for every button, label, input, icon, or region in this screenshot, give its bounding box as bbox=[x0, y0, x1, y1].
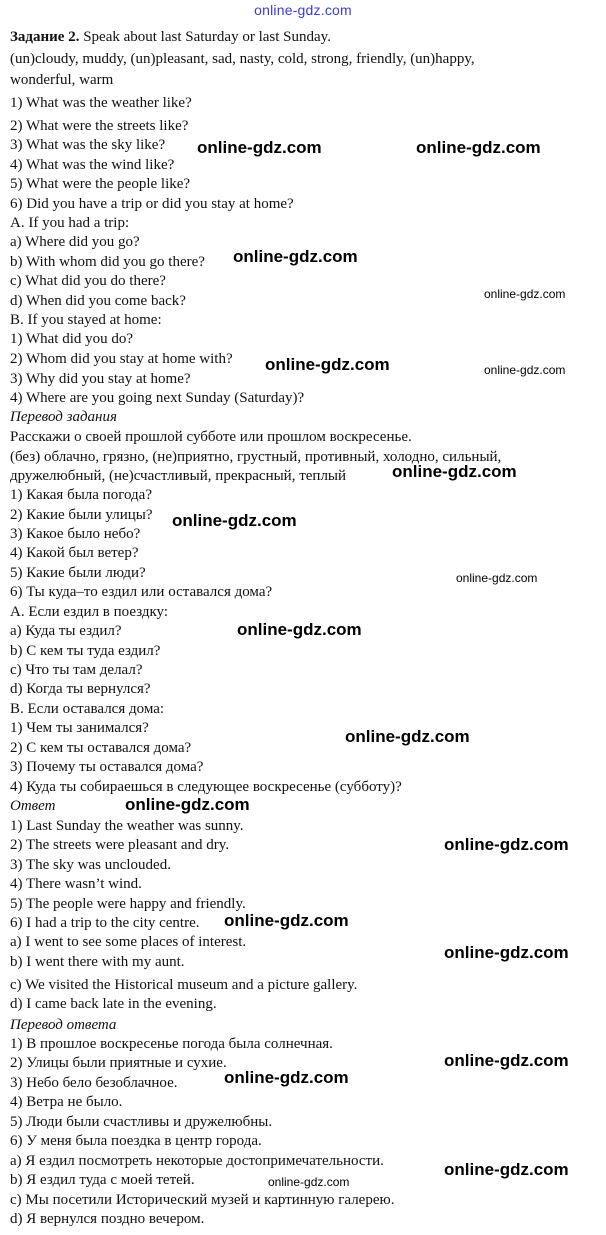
task-vocab-line-1: (un)cloudy, muddy, (un)pleasant, sad, nasty, cold, strong, friendly, (un)happy, bbox=[10, 51, 475, 67]
watermark: online-gdz.com bbox=[224, 1068, 349, 1087]
task-translation-line: d) Когда ты вернулся? bbox=[10, 681, 151, 697]
answer-translation-heading: Перевод ответа bbox=[10, 1017, 117, 1033]
task-translation-line: 2) С кем ты оставался дома? bbox=[10, 740, 192, 756]
task-translation-line: b) С кем ты туда ездил? bbox=[10, 643, 161, 659]
watermark: online-gdz.com bbox=[224, 911, 349, 930]
task-translation-line: B. Если оставался дома: bbox=[10, 701, 165, 717]
watermark: online-gdz.com bbox=[456, 571, 538, 585]
task-label: Задание 2. bbox=[10, 29, 80, 45]
watermark: online-gdz.com bbox=[265, 355, 390, 374]
task-translation-line: Расскажи о своей прошлой субботе или прошлом воскресенье. bbox=[10, 429, 412, 445]
answer-line: 5) The people were happy and friendly. bbox=[10, 896, 246, 912]
task-translation-line: 1) Какая была погода? bbox=[10, 487, 153, 503]
task-translation-heading: Перевод задания bbox=[10, 409, 117, 425]
task-translation-line: 1) Чем ты занимался? bbox=[10, 720, 149, 736]
task-question: 2) Whom did you stay at home with? bbox=[10, 351, 233, 367]
answer-line: d) I came back late in the evening. bbox=[10, 996, 217, 1012]
task-translation-line: c) Что ты там делал? bbox=[10, 662, 143, 678]
task-question: 3) What was the sky like? bbox=[10, 137, 166, 153]
task-question: B. If you stayed at home: bbox=[10, 312, 162, 328]
task-question: d) When did you come back? bbox=[10, 293, 186, 309]
task-question: c) What did you do there? bbox=[10, 273, 166, 289]
answer-line: 3) The sky was unclouded. bbox=[10, 857, 171, 873]
answer-translation-line: 6) У меня была поездка в центр города. bbox=[10, 1133, 262, 1149]
answer-translation-line: d) Я вернулся поздно вечером. bbox=[10, 1211, 205, 1227]
answer-translation-line: c) Мы посетили Исторический музей и картинную галерею. bbox=[10, 1192, 395, 1208]
answer-translation-line: 3) Небо бело безоблачное. bbox=[10, 1075, 178, 1091]
answer-line: 2) The streets were pleasant and dry. bbox=[10, 837, 230, 853]
task-question: 6) Did you have a trip or did you stay at home? bbox=[10, 196, 294, 212]
task-translation-line: 4) Куда ты собираешься в следующее воскресенье (субботу)? bbox=[10, 779, 402, 795]
watermark: online-gdz.com bbox=[416, 138, 541, 157]
answer-translation-line: 2) Улицы были приятные и сухие. bbox=[10, 1055, 227, 1071]
answer-line: b) I went there with my aunt. bbox=[10, 954, 185, 970]
task-question: 2) What were the streets like? bbox=[10, 118, 189, 134]
watermark: online-gdz.com bbox=[172, 511, 297, 530]
answer-translation-line: 4) Ветра не было. bbox=[10, 1094, 123, 1110]
watermark: online-gdz.com bbox=[197, 138, 322, 157]
watermark: online-gdz.com bbox=[484, 287, 566, 301]
answer-line: c) We visited the Historical museum and a picture gallery. bbox=[10, 977, 358, 993]
task-question: 3) Why did you stay at home? bbox=[10, 371, 191, 387]
watermark: online-gdz.com bbox=[444, 835, 569, 854]
answer-translation-line: 1) В прошлое воскресенье погода была солнечная. bbox=[10, 1036, 333, 1052]
task-question: 4) What was the wind like? bbox=[10, 157, 175, 173]
watermark: online-gdz.com bbox=[268, 1175, 350, 1189]
task-question: 1) What did you do? bbox=[10, 331, 134, 347]
watermark: online-gdz.com bbox=[345, 727, 470, 746]
watermark: online-gdz.com bbox=[444, 943, 569, 962]
task-translation-line: A. Если ездил в поездку: bbox=[10, 604, 169, 620]
task-question: b) With whom did you go there? bbox=[10, 254, 205, 270]
watermark: online-gdz.com bbox=[125, 795, 250, 814]
task-translation-line: 5) Какие были люди? bbox=[10, 565, 146, 581]
watermark: online-gdz.com bbox=[392, 462, 517, 481]
watermark: online-gdz.com bbox=[444, 1160, 569, 1179]
watermark: online-gdz.com bbox=[237, 620, 362, 639]
watermark: online-gdz.com bbox=[484, 363, 566, 377]
task-question: 1) What was the weather like? bbox=[10, 95, 192, 111]
task-title-line bbox=[10, 28, 331, 46]
task-translation-line: a) Куда ты ездил? bbox=[10, 623, 122, 639]
task-translation-line: 6) Ты куда–то ездил или оставался дома? bbox=[10, 584, 273, 600]
task-translation-line: 3) Почему ты оставался дома? bbox=[10, 759, 204, 775]
task-translation-line: 2) Какие были улицы? bbox=[10, 507, 153, 523]
answer-line: 6) I had a trip to the city centre. bbox=[10, 915, 200, 931]
task-question: 5) What were the people like? bbox=[10, 176, 191, 192]
watermark: online-gdz.com bbox=[233, 247, 358, 266]
answer-line: 1) Last Sunday the weather was sunny. bbox=[10, 818, 244, 834]
task-vocab-line-2: wonderful, warm bbox=[10, 72, 114, 88]
answer-translation-line: 5) Люди были счастливы и дружелюбны. bbox=[10, 1114, 273, 1130]
task-instruction: Speak about last Saturday or last Sunday. bbox=[83, 29, 331, 45]
watermark: online-gdz.com bbox=[444, 1051, 569, 1070]
answer-translation-line: b) Я ездил туда с моей тетей. bbox=[10, 1172, 195, 1188]
header-watermark: online-gdz.com bbox=[254, 2, 352, 18]
task-translation-line: дружелюбный, (не)счастливый, прекрасный, теплый bbox=[10, 468, 347, 484]
answer-heading: Ответ bbox=[10, 798, 56, 814]
task-question: A. If you had a trip: bbox=[10, 215, 130, 231]
task-question: 4) Where are you going next Sunday (Saturday)? bbox=[10, 390, 305, 406]
task-translation-line: (без) облачно, грязно, (не)приятно, грустный, противный, холодно, сильный, bbox=[10, 449, 502, 465]
answer-line: 4) There wasn’t wind. bbox=[10, 876, 142, 892]
task-question: a) Where did you go? bbox=[10, 234, 140, 250]
answer-translation-line: a) Я ездил посмотреть некоторые достопримечательности. bbox=[10, 1153, 384, 1169]
task-translation-line: 3) Какое было небо? bbox=[10, 526, 141, 542]
task-translation-line: 4) Какой был ветер? bbox=[10, 545, 139, 561]
answer-line: a) I went to see some places of interest. bbox=[10, 934, 247, 950]
